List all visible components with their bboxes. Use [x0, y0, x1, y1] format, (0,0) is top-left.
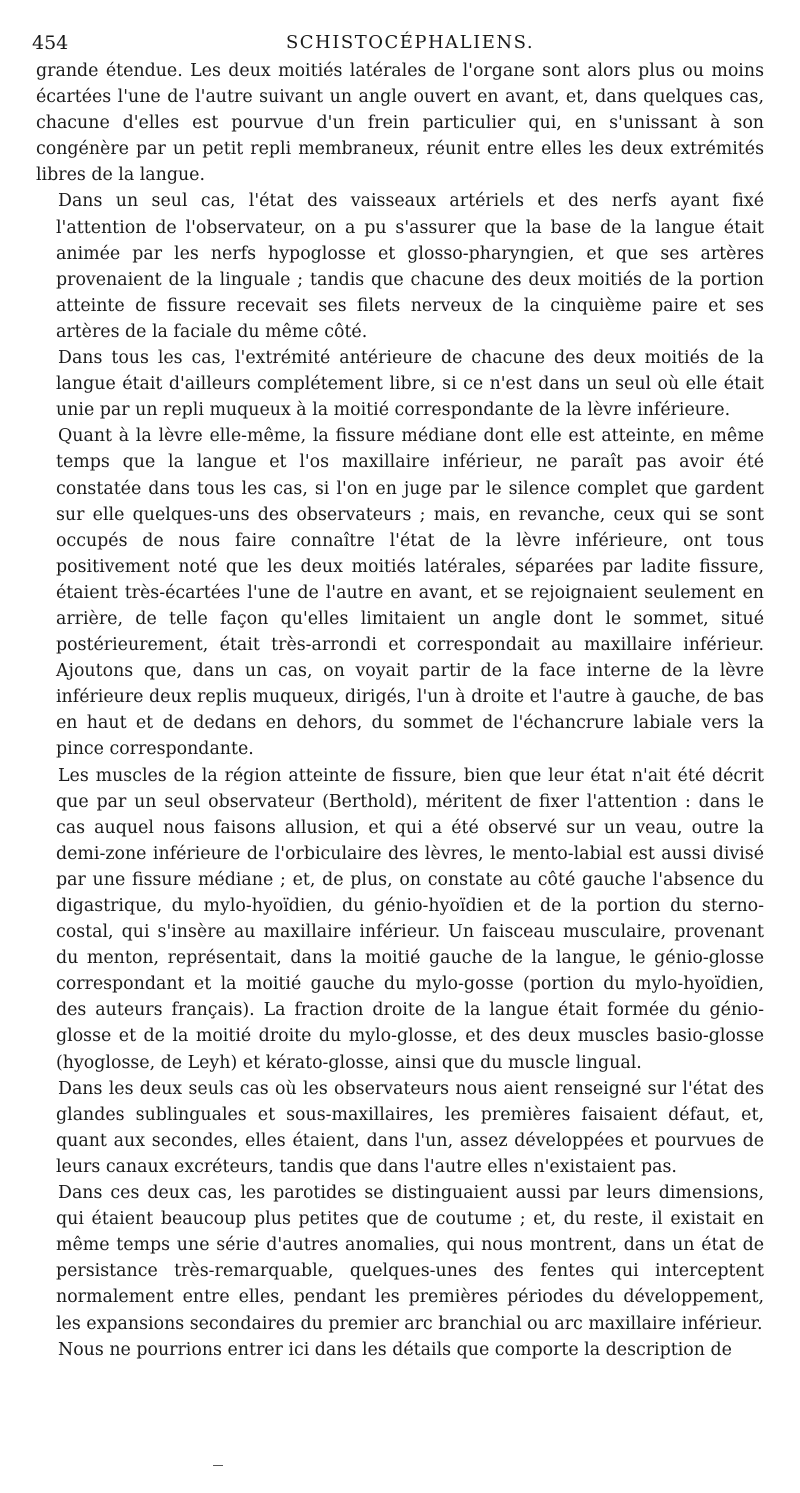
running-title: SCHISTOCÉPHALIENS. [285, 32, 535, 53]
running-head [32, 28, 764, 58]
paragraph-continuation: grande étendue. Les deux moitiés latérales de l'organe sont alors plus ou moins écartées l'une de l'autre suivant un angle ouvert en avant, et, dans quelques cas, chacune d'elles est pourvue d'un frein particulier qui, en s'unissant à son congénère par un petit repli membraneux, réunit entre elles les deux extrémités libres de la langue. [36, 61, 764, 186]
book-page [32, 28, 764, 1363]
body-text [36, 58, 764, 1363]
paragraph-muscles: Les muscles de la région atteinte de fissure, bien que leur état n'ait été décrit que par un seul observateur (Berthold), méritent de fixer l'attention : dans le cas auquel nous faisons allusion, et qui a été observé sur un veau, outre la demi-zone inférieure de l'orbiculaire des lèvres, le mento-labial est aussi divisé par une fissure médiane ; et, de plus, on constate au côté gauche l'absence du digastrique, du mylo-hyoïdien, du génio-hyoïdien et de la portion du sterno-costal, qui s'insère au maxillaire inférieur. Un faisceau musculaire, provenant du menton, représentait, dans la moitié gauche de la langue, le génio-glosse correspondant et la moitié gauche du mylo-gosse (portion du mylo-hyoïdien, des auteurs français). La fraction droite de la langue était formée du génio-glosse et de la moitié droite du mylo-glosse, et des deux muscles basio-glosse (hyoglosse, de Leyh) et kérato-glosse, ainsi que du muscle lingual. [56, 765, 764, 1073]
paragraph-final: Nous ne pourrions entrer ici dans les détails que comporte la description de [58, 1339, 732, 1360]
page-number: 454 [32, 32, 69, 54]
paragraph-glands: Dans les deux seuls cas où les observateurs nous aient renseigné sur l'état des glandes sublinguales et sous-maxillaires, les premières faisaient défaut, et, quant aux secondes, elles étaient, dans l'un, assez développées et pourvues de leurs canaux excréteurs, tandis que dans l'autre elles n'existaient pas. [56, 1078, 764, 1177]
paragraph-lower-lip: Quant à la lèvre elle-même, la fissure médiane dont elle est atteinte, en même temps que la langue et l'os maxillaire inférieur, ne paraît pas avoir été constatée dans tous les cas, si l'on en juge par le silence complet que gardent sur elle quelques-uns des observateurs ; mais, en revanche, ceux qui se sont occupés de nous faire connaître l'état de la lèvre inférieure, ont tous positivement noté que les deux moitiés latérales, séparées par ladite fissure, étaient très-écartées l'une de l'autre en avant, et se rejoignaient seulement en arrière, de telle façon qu'elles limitaient un angle dont le sommet, situé postérieurement, était très-arrondi et correspondait au maxillaire inférieur. Ajoutons que, dans un cas, on voyait partir de la face interne de la lèvre inférieure deux replis muqueux, dirigés, l'un à droite et l'autre à gauche, de bas en haut et de dedans en dehors, du sommet de l'échancrure labiale vers la pince correspondante. [56, 426, 764, 760]
printer-mark [213, 1465, 223, 1466]
paragraph-parotids: Dans ces deux cas, les parotides se distinguaient aussi par leurs dimensions, qui étaient beaucoup plus petites que de coutume ; et, du reste, il existait en même temps une série d'autres anomalies, qui nous montrent, dans un état de persistance très-remarquable, quelques-unes des fentes qui interceptent normalement entre elles, pendant les premières périodes du développement, les expansions secondaires du premier arc branchial ou arc maxillaire inférieur. [56, 1183, 764, 1334]
paragraph-tongue-tip: Dans tous les cas, l'extrémité antérieure de chacune des deux moitiés de la langue était d'ailleurs complétement libre, si ce n'est dans un seul où elle était unie par un repli muqueux à la moitié correspondante de la lèvre inférieure. [56, 348, 764, 421]
paragraph-nerves: Dans un seul cas, l'état des vaisseaux artériels et des nerfs ayant fixé l'attention de l'observateur, on a pu s'assurer que la base de la langue était animée par les nerfs hypoglosse et glosso-pharyngien, et que ses artères provenaient de la linguale ; tandis que chacune des deux moitiés de la portion atteinte de fissure recevait ses filets nerveux de la cinquième paire et ses artères de la faciale du même côté. [56, 191, 764, 342]
